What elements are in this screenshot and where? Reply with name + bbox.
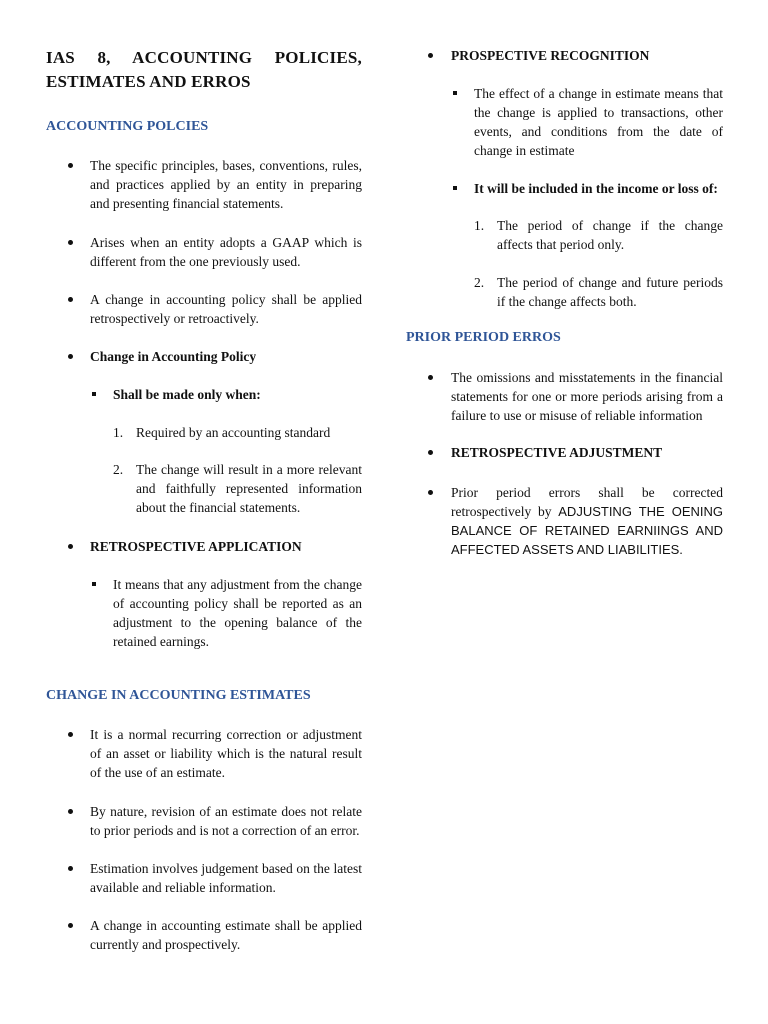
bullet-icon — [68, 916, 73, 928]
errors-definition: The omissions and misstatements in the financial statements for one or more periods arising from a failure to use or misuse of reliable information — [451, 370, 723, 423]
bullet-icon — [428, 46, 433, 58]
square-bullet-icon — [92, 385, 96, 396]
bullet-icon — [68, 156, 73, 168]
policy-definition: The specific principles, bases, conventions, rules, and practices applied by an entity in preparing and presenting financial statements. — [90, 158, 362, 211]
errors-correction — [451, 483, 723, 559]
square-bullet-icon — [453, 84, 457, 95]
list-number: 1. — [113, 425, 124, 440]
bullet-icon — [68, 859, 73, 871]
policy-arises: Arises when an entity adopts a GAAP which is different from the one previously used. — [90, 235, 362, 269]
bullet-icon — [68, 725, 73, 737]
condition-relevant: The change will result in a more relevant and faithfully represented information about the financial statements. — [136, 462, 362, 515]
estimate-effect: The effect of a change in estimate means that the change is applied to transactions, other events, and conditions from the date of change in estimate — [474, 86, 723, 158]
errors-correction-lead: Prior period errors shall be corrected retrospectively by — [451, 485, 723, 519]
accounting-policies-heading: ACCOUNTING POLCIES — [46, 119, 209, 134]
prior-period-errors-heading: PRIOR PERIOD ERROS — [406, 330, 561, 345]
retrospective-adjustment-label: RETROSPECTIVE ADJUSTMENT — [451, 445, 663, 460]
policy-retrospective: A change in accounting policy shall be applied retrospectively or retroactively. — [90, 292, 362, 326]
bullet-icon — [68, 347, 73, 359]
condition-required: Required by an accounting standard — [136, 425, 331, 440]
list-number: 1. — [474, 218, 485, 233]
estimate-definition: It is a normal recurring correction or adjustment of an asset or liability which is the natural result of the use of an estimate. — [90, 727, 362, 780]
bullet-icon — [428, 483, 433, 495]
document-title: IAS 8, ACCOUNTING POLICIES, ESTIMATES AND ERROS — [46, 48, 362, 91]
square-bullet-icon — [92, 575, 96, 586]
estimate-nature: By nature, revision of an estimate does not relate to prior periods and is not a correction of an error. — [90, 804, 362, 838]
prospective-recognition-label: PROSPECTIVE RECOGNITION — [451, 48, 650, 63]
accounting-estimates-heading: CHANGE IN ACCOUNTING ESTIMATES — [46, 688, 311, 703]
bullet-icon — [68, 290, 73, 302]
bullet-icon — [68, 802, 73, 814]
estimate-prospective: A change in accounting estimate shall be applied currently and prospectively. — [90, 918, 362, 952]
made-only-when-label: Shall be made only when: — [113, 387, 261, 402]
bullet-icon — [68, 537, 73, 549]
square-bullet-icon — [453, 179, 457, 190]
period-of-change: The period of change if the change affects that period only. — [497, 218, 723, 252]
bullet-icon — [428, 443, 433, 455]
retrospective-meaning: It means that any adjustment from the change of accounting policy shall be reported as an adjustment to the opening balance of the retained earnings. — [113, 577, 362, 649]
change-in-policy-label: Change in Accounting Policy — [90, 349, 257, 364]
list-number: 2. — [113, 462, 124, 477]
estimate-judgement: Estimation involves judgement based on the latest available and reliable information. — [90, 861, 362, 895]
errors-correction-caps: ADJUSTING THE OENING BALANCE OF RETAINED EARNIINGS AND AFFECTED ASSETS AND LIABILITIES. — [451, 504, 723, 557]
bullet-icon — [68, 233, 73, 245]
list-number: 2. — [474, 275, 485, 290]
retrospective-application-label: RETROSPECTIVE APPLICATION — [90, 539, 302, 554]
period-and-future: The period of change and future periods if the change affects both. — [497, 275, 723, 309]
income-or-loss-label: It will be included in the income or loss of: — [474, 181, 718, 196]
bullet-icon — [428, 368, 433, 380]
